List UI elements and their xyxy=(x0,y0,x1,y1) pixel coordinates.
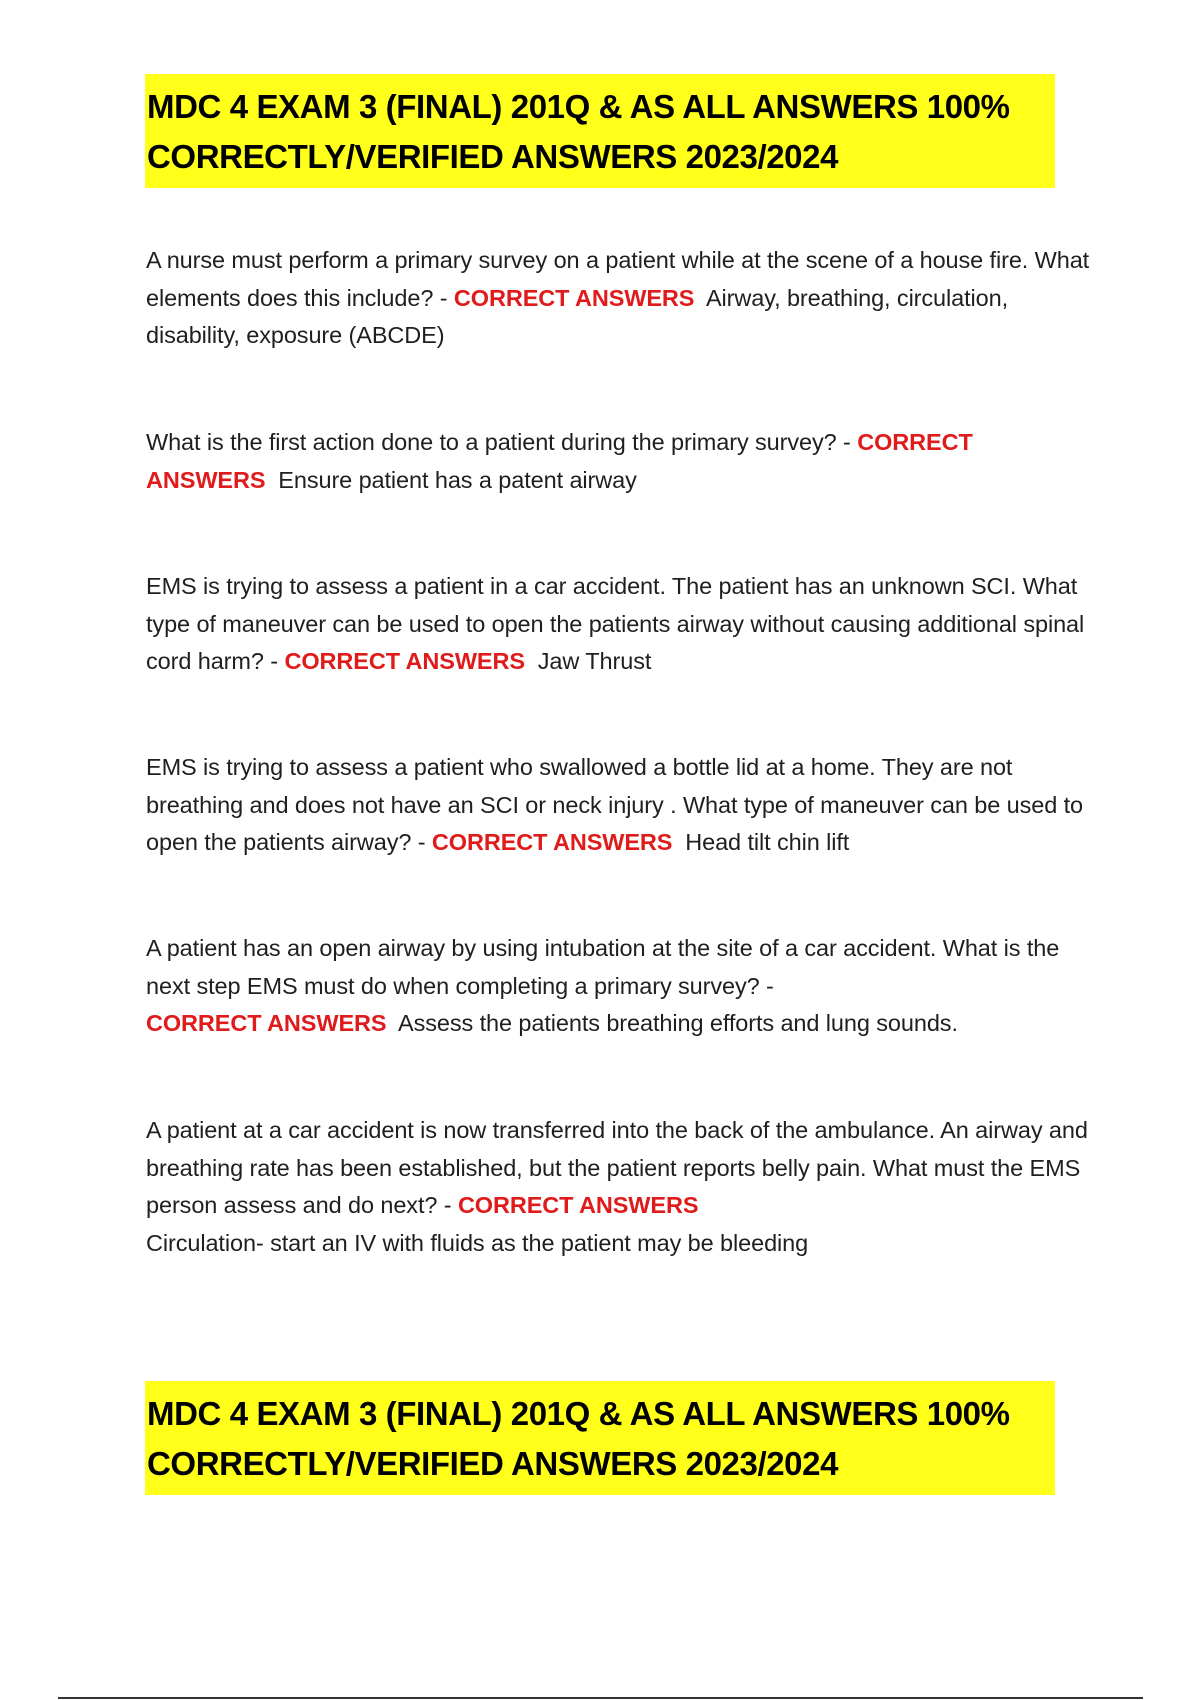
answer-text: Ensure patient has a patent airway xyxy=(278,466,637,493)
qa-item-5 xyxy=(146,930,1096,1043)
qa-item-3 xyxy=(146,568,1096,681)
question-text: EMS is trying to assess a patient who swallowed a bottle lid at a home. They are not breathing and does not have an SCI or neck injury . What type of maneuver can be used to open the patients airway? - xyxy=(146,754,1083,855)
correct-answers-label: CORRECT ANSWERS xyxy=(457,1192,699,1218)
qa-item-1 xyxy=(146,242,1096,355)
correct-answers-label: CORRECT ANSWERS xyxy=(146,1010,387,1036)
answer-text: Head tilt chin lift xyxy=(685,829,850,855)
answer-text: Assess the patients breathing efforts and lung sounds. xyxy=(398,1010,958,1036)
question-text: EMS is trying to assess a patient in a car accident. The patient has an unknown SCI. What type of maneuver can be used to open the patients airway without causing additional spinal cord harm? - xyxy=(146,573,1085,674)
document-title-bottom xyxy=(145,1381,1055,1495)
answer-text: Circulation- start an IV with fluids as the patient may be bleeding xyxy=(146,1229,809,1256)
title-line-2: CORRECTLY/VERIFIED ANSWERS 2023/2024 xyxy=(147,1445,839,1482)
answer-text: Jaw Thrust xyxy=(537,648,652,674)
title-line-2: CORRECTLY/VERIFIED ANSWERS 2023/2024 xyxy=(147,138,839,175)
question-text: A nurse must perform a primary survey on a patient while at the scene of a house fire. What elements does this include? - xyxy=(146,247,1090,311)
question-text: What is the first action done to a patient during the primary survey? - xyxy=(146,429,858,455)
question-text: A patient at a car accident is now transferred into the back of the ambulance. An airway and breathing rate has been established, but the patient reports belly pain. What must the EMS person assess and do next? - xyxy=(146,1117,1088,1218)
title-line-1: MDC 4 EXAM 3 (FINAL) 201Q & AS ALL ANSWERS 100% xyxy=(147,1395,1010,1432)
answer-text: Airway, breathing, circulation, disability, exposure (ABCDE) xyxy=(146,284,1009,348)
document-title-top xyxy=(145,74,1055,188)
correct-answers-label: CORRECT ANSWERS xyxy=(431,829,673,855)
question-text: A patient has an open airway by using intubation at the site of a car accident. What is the next step EMS must do when completing a primary survey? - xyxy=(146,935,1060,999)
qa-item-6 xyxy=(146,1112,1096,1262)
page-bottom-rule xyxy=(58,1697,1143,1699)
correct-answers-label: CORRECT ANSWERS xyxy=(284,648,525,674)
qa-item-2 xyxy=(146,424,1096,499)
title-line-1: MDC 4 EXAM 3 (FINAL) 201Q & AS ALL ANSWERS 100% xyxy=(147,88,1010,125)
correct-answers-label: CORRECT ANSWERS xyxy=(453,284,695,311)
qa-item-4 xyxy=(146,749,1096,862)
correct-answers-label: CORRECT ANSWERS xyxy=(146,429,973,493)
